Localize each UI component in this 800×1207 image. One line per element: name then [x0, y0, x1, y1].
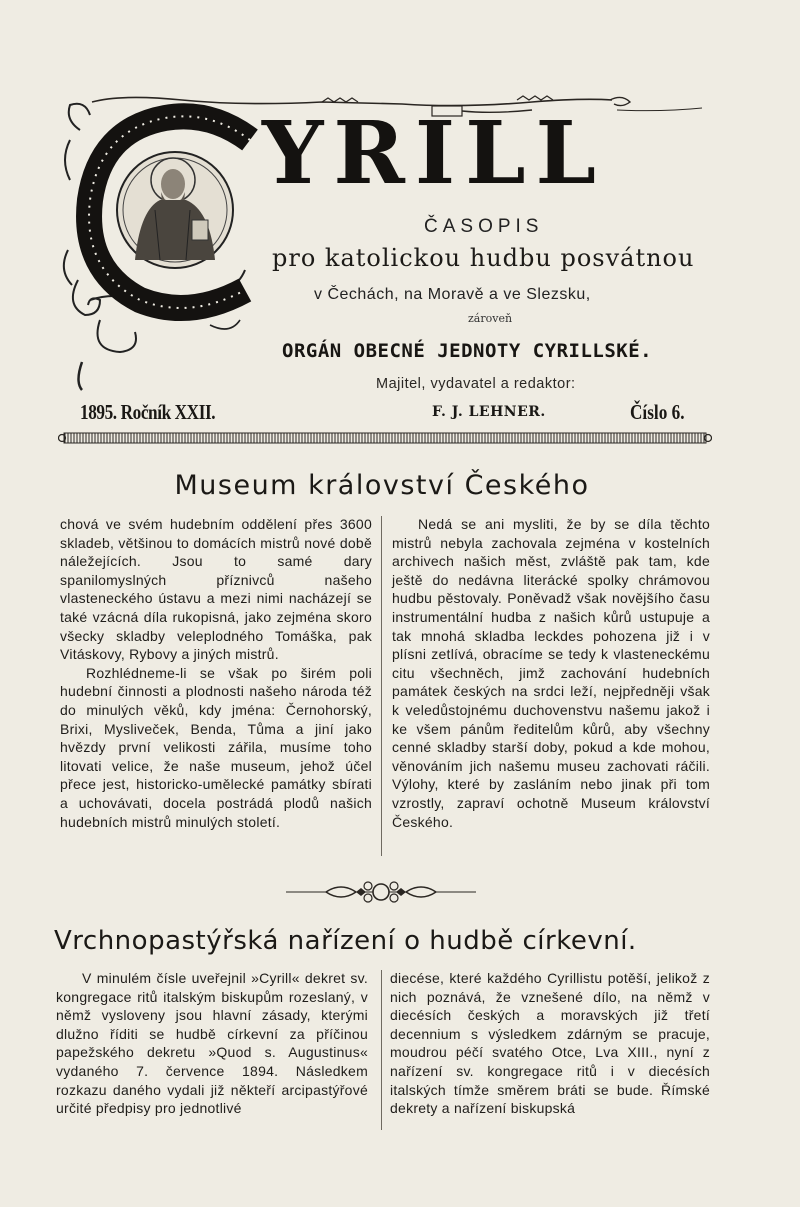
masthead-issue-number: Číslo 6. [630, 400, 685, 424]
paragraph: Nedá se ani mysliti, že by se díla těchto mistrů nebyla zachovala zejména v kostelních archivech našich měst, zvláště pak tam, kde ještě do nedávna literácké spolky chrámovou hudbu pěstovaly. Poněvadž však novějšího času instrumentální hudba z našich kůrů ustupuje a tak mnohá skladba leckdes pohozena již i v plísni zetlívá, obracíme se tedy k vlasteneckému citu všechněch, jimž zachování hudebních památek českých na srdci leží, nejpředněji však k veledůstojnému duchovenstvu našemu jakož i ke všem pánům ředitelům kůrů, aby všechny cenné skladby starší doby, pokud a kde mohou, věnováním jich našemu museu zachovati ráčili. Výlohy, které by zasláním nebo jinak při tom vzrostly, zapraví ochotně Museum království Českého. [392, 516, 710, 830]
masthead-title: YRILL [262, 103, 607, 204]
masthead-year-volume: 1895. Ročník XXII. [80, 400, 216, 424]
paragraph: chová ve svém hudebním oddělení přes 3600 skladeb, většinou to domácích mistrů nové době náležejících. Jsou to samé dary spanilomyslných příznivců našeho vlasteneckého ústavu a mezi nimi nacházejí se také vzácná díla rukopisná, jako zejména skoro všecky skladby veleplodného Tomáška, pak Vitáskovy, Rybovy a jiných mistrů. [60, 516, 372, 663]
masthead-divider-band [58, 432, 712, 444]
article-museum-column-left [60, 515, 372, 831]
paragraph: Rozhlédneme-li se však po širém poli hudební činnosti a plodnosti našeho národa též do minulých věků, kdy jména: Černohorský, Brixi, Mysliveček, Benda, Tůma a jiní jako hvězdy první velikosti zářila, musíme toho litovati velice, že naše museum, jehož účel přece jest, historicko-umělecké památky sbírati a uchovávati, docela postrádá plodů našich hudebních mistrů minulých století. [60, 664, 372, 830]
saint-cyril-emblem-initial-c [60, 100, 275, 400]
column-divider [381, 516, 382, 856]
masthead-editor: F. J. LEHNER. [432, 404, 546, 420]
masthead-owner-label: Majitel, vydavatel a redaktor: [376, 376, 576, 392]
masthead-subtitle: ČASOPIS [424, 216, 544, 237]
article-decrees-column-right [390, 969, 710, 1118]
article-title-decrees: Vrchnopastýřská nařízení o hudbě církevní. [54, 926, 637, 956]
masthead-also: zároveň [468, 312, 513, 325]
paragraph: V minulém čísle uveřejnil »Cyrill« dekret sv. kongregace ritů italským biskupům rozeslaný, v němž vysloveny jsou hlavní zásady, kterými dlužno říditi se hudbě církevní za příčinou papežského dekretu »Quod s. Augustinus« vydaného 7. července 1894. Následkem rozkazu daného vydali již někteří arcipastýřové určité předpisy pro jednotlivé [56, 970, 368, 1117]
fleuron-ornament [286, 876, 476, 908]
masthead-tagline: pro katolickou hudbu posvátnou [272, 244, 695, 272]
paragraph: diecése, které každého Cyrillistu potěší, jelikož z nich poznává, že vznešené dílo, na němž v diecésích českých a moravských již třetí decennium s výsledkem zdárným se pracuje, moudrou péčí svatého Otce, Lva XIII., nyní z nařízení sv. kongregace ritů i v diecésích italských tímže směrem bráti se bude. Římské dekrety a nařízení biskupská [390, 970, 710, 1117]
article-title-museum: Museum království Českého [174, 470, 590, 501]
article-decrees-column-left [56, 969, 368, 1118]
column-divider [381, 970, 382, 1130]
article-museum-column-right [392, 515, 710, 831]
masthead-organ: ORGÁN OBECNÉ JEDNOTY CYRILLSKÉ. [282, 340, 653, 362]
masthead-region: v Čechách, na Moravě a ve Slezsku, [314, 286, 591, 303]
